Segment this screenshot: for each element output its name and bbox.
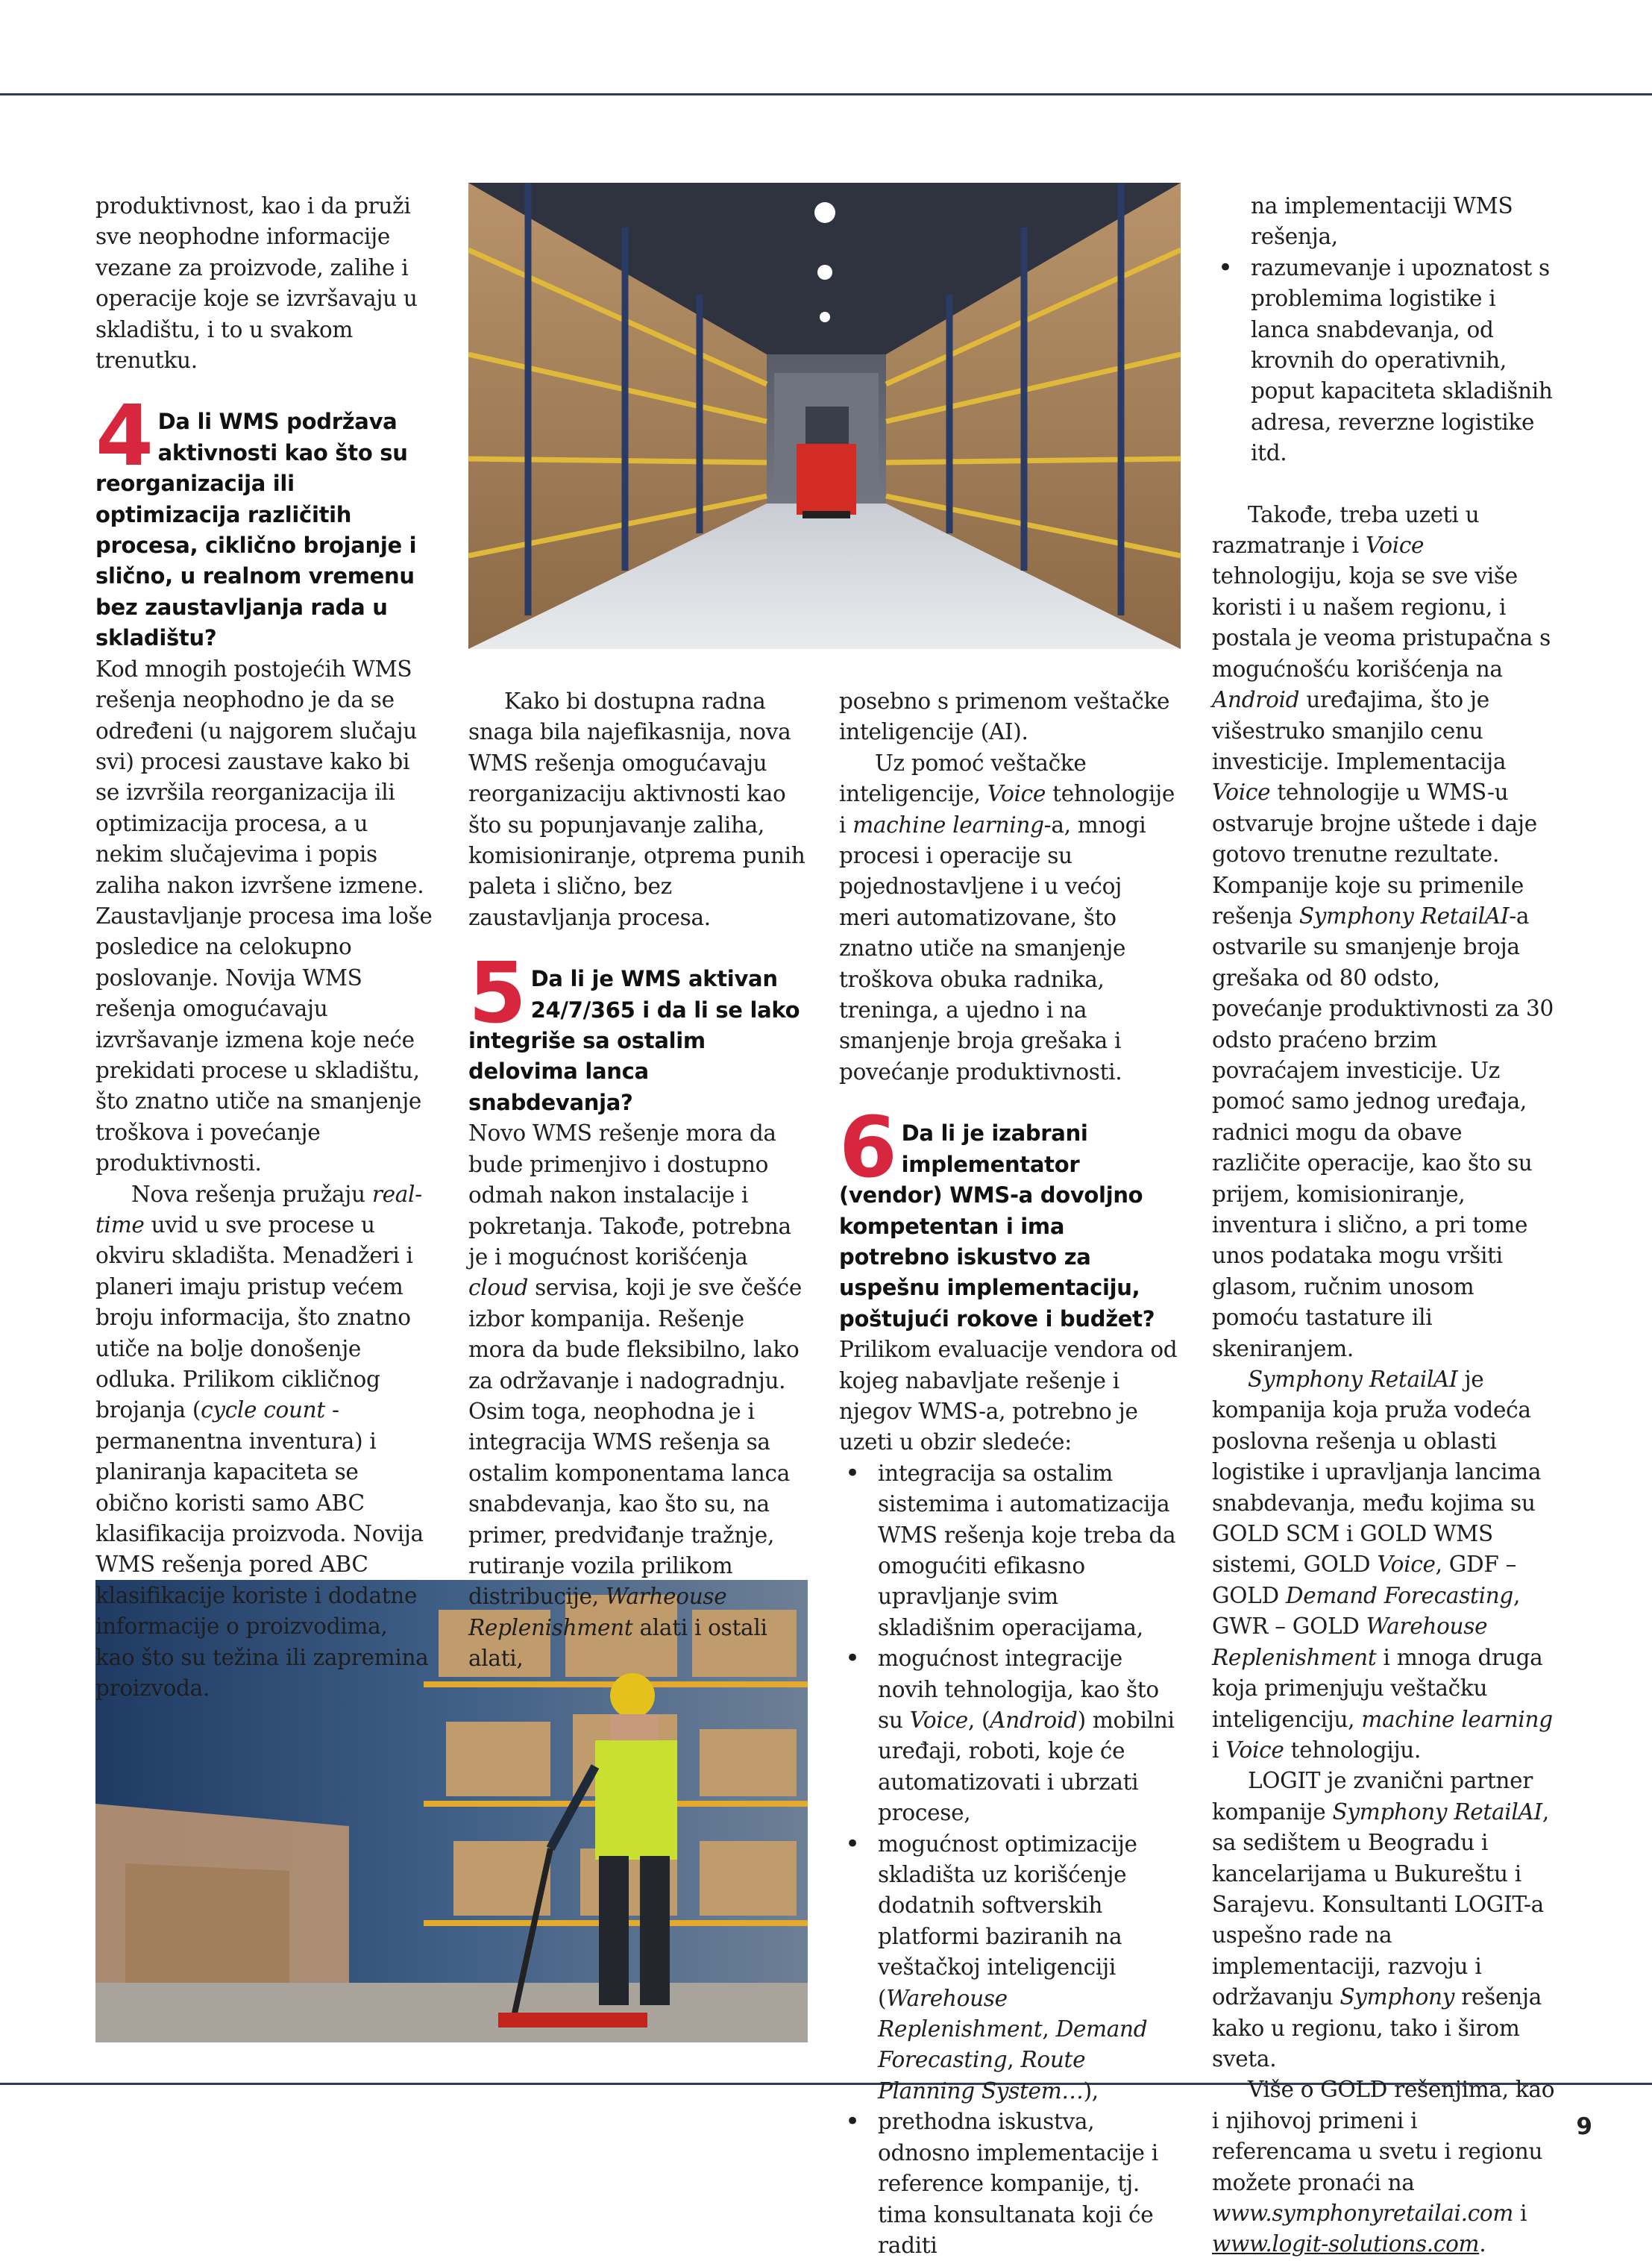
paragraph: produktivnost, kao i da pruži sve neophodne informacije vezane za proizvode, zalihe i operacije koje se izvršavaju u skladištu, i to u svakom trenutku. — [95, 193, 418, 374]
paragraph: Kod mnogih postojećih WMS rešenja neophodno je da se određeni (u najgorem slučaju svi) procesi zaustave kako bi se izvršila reorganizacija ili optimizacija procesa, a u nekim slučajevima i popis zaliha nakon izvršene izmene. Zaustavljanje procesa ima loše posledice na celokupno poslovanje. Novija WMS rešenja omogućavaju izvršavanje izmena koje neće prekidati procese u skladištu, što znatno utiče na smanjenje troškova i povećanje produktivnosti. — [95, 656, 433, 1176]
question-5 — [468, 945, 808, 1118]
list-item: • mogućnost optimizacije skladišta uz korišćenje dodatnih softverskih platformi baziranih na veštačkoj inteligenciji (Warehouse Replenishment, Demand Forecasting, Route Planning System…), — [839, 1829, 1178, 2107]
column-3 — [839, 686, 1178, 2261]
paragraph: LOGIT je zvanični partner kompanije Symphony RetailAI, sa sedištem u Beogradu i kancelarijama u Bukureštu i Sarajevu. Konsultanti LOGIT-a uspešno rade na implementaciji, razvoju i održavanju Symphony rešenja kako u regionu, tako i širom sveta. — [1212, 1768, 1549, 2072]
question-number: 5 — [468, 945, 527, 1043]
column-2 — [468, 686, 808, 1675]
bullet-list — [1212, 191, 1557, 469]
logit-link[interactable]: www.logit-solutions.com — [1212, 2231, 1480, 2257]
paragraph: Uz pomoć veštačke inteligencije, Voice tehnologije i machine learning-a, mnogi procesi i operacije su pojednostavljene i u većoj meri automatizovane, što znatno utiče na smanjenje troškova obuka radnika, treninga, a ujedno i na smanjenje broja grešaka i povećanje produktivnosti. — [839, 750, 1175, 1085]
symphony-link[interactable]: www.symphonyretailai.com — [1212, 2201, 1514, 2226]
question-heading: Da li WMS podržava aktivnosti kao što su reorganizacija ili optimizacija različitih procesa, ciklično brojanje i slično, u realnom vremenu bez zaustavljanja rada u skladištu? — [95, 409, 417, 651]
paragraph: Više o GOLD rešenjima, kao i njihovoj primeni i referencama u svetu i regionu možete pronaći na www.symphonyretailai.com i www.logit-solutions.com. — [1212, 2077, 1555, 2257]
question-heading: Da li je WMS aktivan 24/7/365 i da li se lako integriše sa ostalim delovima lanca snabdevanja? — [468, 966, 800, 1115]
question-heading: Da li je izabrani implementator (vendor) WMS-a dovoljno kompetentan i ima potrebno iskustvo za uspešnu implementaciju, poštujući rokove i budžet? — [839, 1120, 1155, 1332]
question-6 — [839, 1100, 1178, 1335]
top-rule — [0, 93, 1652, 95]
warehouse-aisle-photo — [468, 183, 1181, 649]
list-item: • razumevanje i upoznatost s problemima logistike i lanca snabdevanja, od krovnih do operativnih, poput kapaciteta skladišnih adresa, reverzne logistike itd. — [1212, 253, 1557, 469]
question-number: 4 — [95, 388, 154, 486]
page-number: 9 — [1576, 2113, 1592, 2140]
list-item-continued: na implementaciji WMS rešenja, — [1251, 193, 1513, 250]
question-number: 6 — [839, 1100, 897, 1197]
paragraph: Kako bi dostupna radna snaga bila najefikasnija, nova WMS rešenja omogućavaju reorganizaciju aktivnosti kao što su popunjavanje zaliha, komisioniranje, otprema punih paleta i slično, bez zaustavljanja procesa. — [468, 689, 805, 930]
list-item: • mogućnost integracije novih tehnologija, kao što su Voice, (Android) mobilni uređaji, roboti, koje će automatizovati i ubrzati procese, — [839, 1643, 1178, 1828]
paragraph: Nova rešenja pružaju real-time uvid u sve procese u okviru skladišta. Menadžeri i planeri imaju pristup većem broju informacija, što znatno utiče na bolje donošenje odluka. Prilikom cikličnog brojanja (cycle count - permanentna inventura) i planiranja kapaciteta se obično koristi samo ABC klasifikacija proizvoda. Novija WMS rešenja pored ABC klasifikacije koriste i dodatne informacije o proizvodima, kao što su težina ili zapremina proizvoda. — [95, 1181, 429, 1702]
paragraph: Takođe, treba uzeti u razmatranje i Voice tehnologiju, koja se sve više koristi i u našem regionu, i postala je veoma pristupačna s mogućnošću korišćenja na Android uređajima, što je višestruko smanjilo cenu investicije. Implementacija Voice tehnologije u WMS-u ostvaruje brojne uštede i daje gotovo trenutne rezultate. Kompanije koje su primenile rešenja Symphony RetailAI-a ostvarile su smanjenje broja grešaka od 80 odsto, povećanje produktivnosti za 30 odsto praćeno brzim povraćajem investicije. Uz pomoć samo jednog uređaja, radnici mogu da obave različite operacije, kao što su prijem, komisioniranje, inventura i slično, a pri tome unos podataka mogu vršiti glasom, ručnim unosom pomoću tastature ili skeniranjem. — [1212, 501, 1554, 1361]
paragraph: posebno s primenom veštačke inteligencije (AI). — [839, 689, 1170, 745]
paragraph: Symphony RetailAI je kompanija koja pruža vodeća poslovna rešenja u oblasti logistike i upravljanja lancima snabdevanja, među kojima su GOLD SCM i GOLD WMS sistemi, GOLD Voice, GDF – GOLD Demand Forecasting, GWR – GOLD Warehouse Replenishment i mnoga druga koja primenjuju veštačku inteligenciju, machine learning i Voice tehnologiju. — [1212, 1367, 1553, 1763]
column-4 — [1212, 191, 1557, 2260]
paragraph: Novo WMS rešenje mora da bude primenjivo i dostupno odmah nakon instalacije i pokretanja. Takođe, potrebna je i mogućnost korišćenja cloud servisa, koji je sve češće izbor kompanija. Rešenje mora da bude fleksibilno, lako za održavanje i nadogradnju. Osim toga, neophodna je i integracija WMS rešenja sa ostalim komponentama lanca snabdevanja, kao što su, na primer, predviđanje tražnje, rutiranje vozila prilikom distribucije, Warheouse Replenishment alati i ostali alati, — [468, 1120, 802, 1672]
list-item: • prethodna iskustva, odnosno implementacije i reference kompanije, tj. tima konsultanata koji će raditi — [839, 2107, 1178, 2261]
paragraph: Prilikom evaluacije vendora od kojeg nabavljate rešenje i njegov WMS-a, potrebno je uzeti u obzir sledeće: — [839, 1337, 1178, 1455]
question-4 — [95, 388, 433, 653]
column-1 — [95, 191, 433, 1705]
bullet-list — [839, 1458, 1178, 2261]
list-item: • integracija sa ostalim sistemima i automatizacija WMS rešenja koje treba da omogućiti efikasno upravljanje svim skladišnim operacijama, — [839, 1458, 1178, 1643]
